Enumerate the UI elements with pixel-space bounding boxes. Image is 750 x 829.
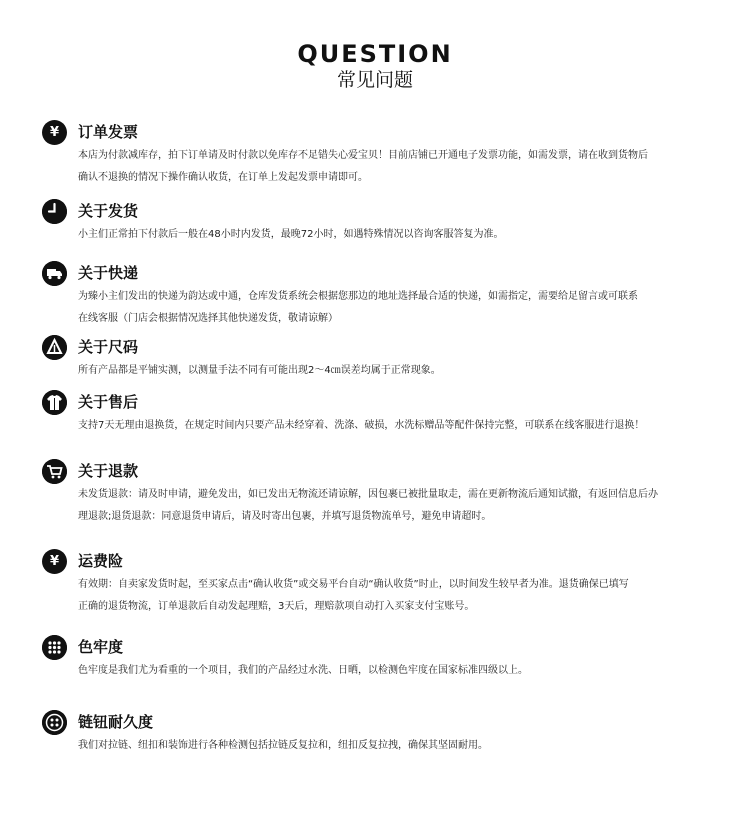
section-body (78, 286, 718, 330)
section-body (78, 224, 718, 246)
page-title-cn: 常见问题 (336, 69, 413, 91)
section-line: 所有产品都是平铺实测，以测量手法不同有可能出现2〜4㎝误差均属于正常现象。 (78, 365, 441, 376)
section-line: 色牢度是我们尤为看重的一个项目，我们的产品经过水洗、日晒，以检测色牢度在国家标准四级以上。 (78, 665, 528, 676)
section-body (78, 735, 718, 757)
section-body (78, 145, 718, 189)
section-title: 订单发票 (78, 123, 139, 141)
yen-icon: ¥ (42, 120, 67, 145)
section-line: 在线客服（门店会根据情况选择其他快递发货，敬请谅解） (78, 313, 338, 324)
yen-icon: ¥ (42, 549, 67, 574)
section-line: 小主们正常拍下付款后一般在48小时内发货，最晚72小时，如遇特殊情况以咨询客服答复为准。 (78, 229, 504, 240)
section-body (78, 660, 718, 682)
page-title-en: QUESTION (297, 40, 453, 68)
dots-grid-icon (42, 635, 67, 660)
section-title: 链钮耐久度 (78, 713, 154, 731)
section-title: 关于退款 (78, 462, 139, 480)
section-title: 色牢度 (78, 638, 124, 656)
clock-icon (42, 199, 67, 224)
section-body (78, 415, 718, 437)
truck-icon (42, 261, 67, 286)
section-line: 我们对拉链、纽扣和装饰进行各种检测包括拉链反复拉和，纽扣反复拉拽，确保其坚固耐用。 (78, 740, 488, 751)
shirt-icon (42, 390, 67, 415)
section-body (78, 360, 718, 382)
section-body (78, 484, 718, 528)
section-line: 本店为付款减库存，拍下订单请及时付款以免库存不足错失心爱宝贝！目前店铺已开通电子发票功能，如需发票，请在收到货物后 (78, 150, 648, 161)
section-line: 未发货退款：请及时申请，避免发出，如已发出无物流还请谅解，因包裹已被批量取走，需在更新物流后通知试撤，有返回信息后办 (78, 489, 658, 500)
section-title: 运费险 (78, 552, 124, 570)
section-line: 理退款;退货退款：同意退货申请后，请及时寄出包裹，并填写退货物流单号，避免申请超时。 (78, 511, 492, 522)
section-body (78, 574, 718, 618)
section-title: 关于发货 (78, 202, 139, 220)
button-icon (42, 710, 67, 735)
section-line: 有效期：自卖家发货时起，至买家点击“确认收货”或交易平台自动“确认收货”时止，以时间发生较早者为准。退货确保已填写 (78, 579, 629, 590)
section-line: 为臻小主们发出的快递为韵达或中通，仓库发货系统会根据您那边的地址选择最合适的快递，如需指定，需要给足留言或可联系 (78, 291, 638, 302)
section-line: 正确的退货物流，订单退款后自动发起理赔，3天后，理赔款项自动打入买家支付宝账号。 (78, 601, 475, 612)
page-header (0, 40, 750, 92)
ruler-triangle-icon (42, 335, 67, 360)
section-title: 关于售后 (78, 393, 139, 411)
section-line: 确认不退换的情况下操作确认收货，在订单上发起发票申请即可。 (78, 172, 368, 183)
section-title: 关于尺码 (78, 338, 139, 356)
section-line: 支持7天无理由退换货，在规定时间内只要产品未经穿着、洗涤、破损，水洗标赠品等配件保持完整，可联系在线客服进行退换！ (78, 420, 645, 431)
cart-icon (42, 459, 67, 484)
section-title: 关于快递 (78, 264, 139, 282)
